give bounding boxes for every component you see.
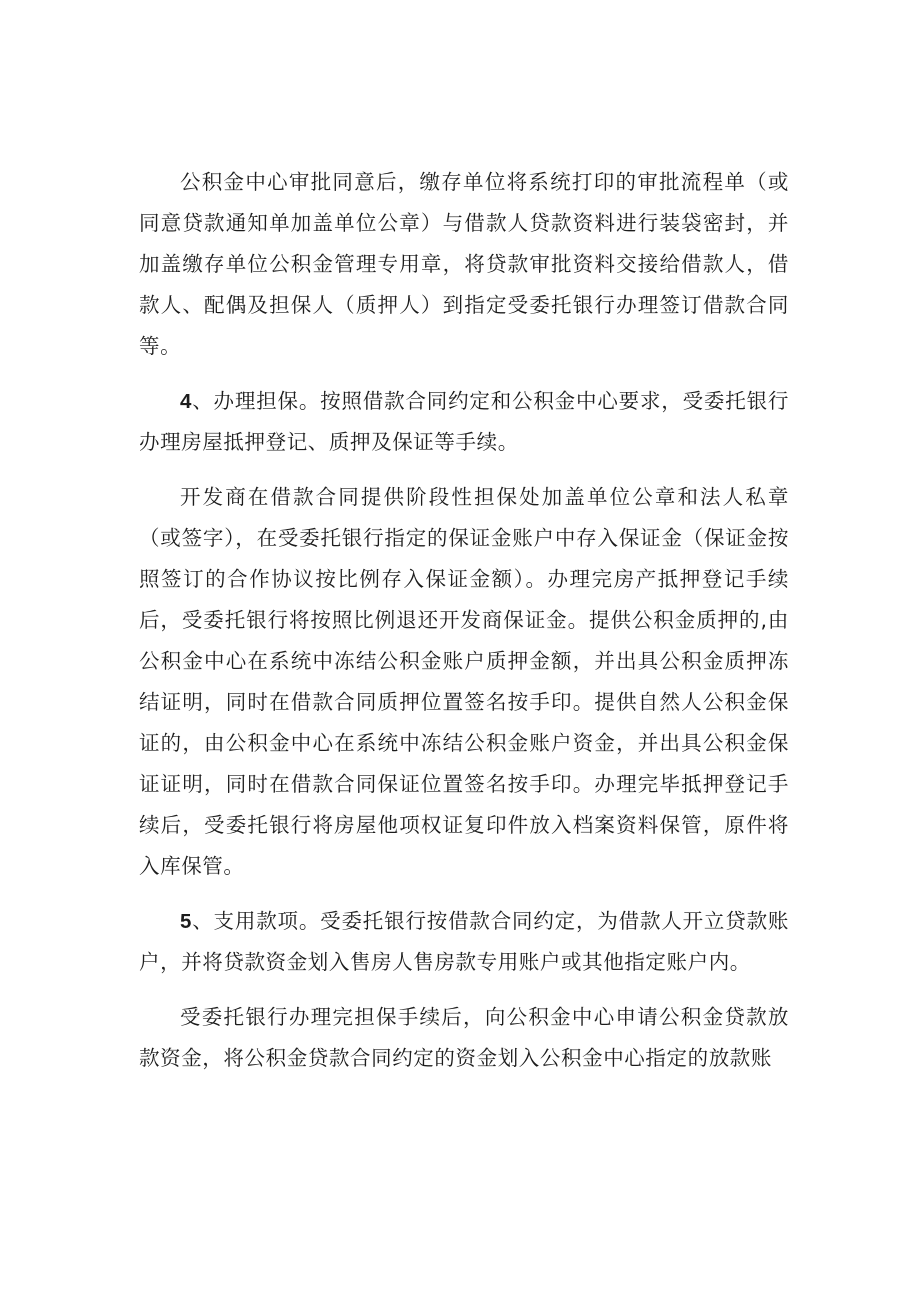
paragraph-item-4-guarantee xyxy=(139,381,789,463)
document-body xyxy=(139,162,789,1093)
item-number: 4 xyxy=(180,390,193,413)
paragraph-approval-sealing xyxy=(139,162,789,367)
item-number: 5 xyxy=(180,910,193,933)
paragraph-developer-guarantee xyxy=(139,477,789,887)
paragraph-text: 、支用款项。受委托银行按借款合同约定，为借款人开立贷款账户，并将贷款资金划入售房人售房款专用账户或其他指定账户内。 xyxy=(139,909,789,974)
paragraph-item-5-disbursement xyxy=(139,901,789,983)
paragraph-text: 开发商在借款合同提供阶段性担保处加盖单位公章和法人私章（或签字），在受委托银行指定的保证金账户中存入保证金（保证金按照签订的合作协议按比例存入保证金额）。办理完房产抵押登记手续后，受委托银行将按照比例退还开发商保证金。提供公积金质押的,由公积金中心在系统中冻结公积金账户质押金额，并出具公积金质押冻结证明，同时在借款合同质押位置签名按手印。提供自然人公积金保证的，由公积金中心在系统中冻结公积金账户资金，并出具公积金保证证明，同时在借款合同保证位置签名按手印。办理完毕抵押登记手续后，受委托银行将房屋他项权证复印件放入档案资料保管，原件将入库保管。 xyxy=(139,485,789,878)
paragraph-text: 公积金中心审批同意后，缴存单位将系统打印的审批流程单（或同意贷款通知单加盖单位公章）与借款人贷款资料进行装袋密封，并加盖缴存单位公积金管理专用章，将贷款审批资料交接给借款人，借款人、配偶及担保人（质押人）到指定受委托银行办理签订借款合同等。 xyxy=(139,170,789,358)
paragraph-loan-release xyxy=(139,997,789,1079)
paragraph-text: 、办理担保。按照借款合同约定和公积金中心要求，受委托银行办理房屋抵押登记、质押及保证等手续。 xyxy=(139,389,789,454)
paragraph-text: 受委托银行办理完担保手续后，向公积金中心申请公积金贷款放款资金，将公积金贷款合同约定的资金划入公积金中心指定的放款账 xyxy=(139,1005,789,1070)
